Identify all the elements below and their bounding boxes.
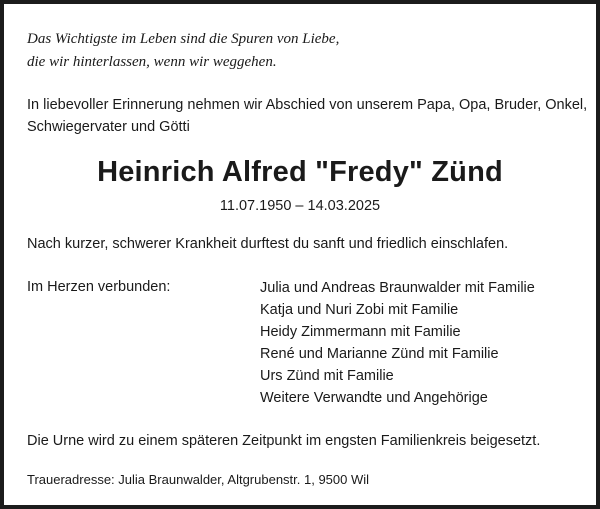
mourner-entry: Katja und Nuri Zobi mit Familie xyxy=(260,302,459,318)
mourners-list xyxy=(260,277,535,409)
mourner-entry: Heidy Zimmermann mit Familie xyxy=(260,324,461,340)
deceased-name: Heinrich Alfred "Fredy" Zünd xyxy=(97,156,503,188)
life-dates: 11.07.1950 – 14.03.2025 xyxy=(219,198,381,214)
mourners-label: Im Herzen verbunden: xyxy=(27,279,171,295)
quote-line-1: Das Wichtigste im Leben sind die Spuren von Liebe, xyxy=(27,31,340,47)
intro-line-1: In liebevoller Erinnerung nehmen wir Abschied von unserem Papa, Opa, Bruder, Onkel, xyxy=(27,97,588,113)
mourner-entry: René und Marianne Zünd mit Familie xyxy=(260,346,499,362)
mourning-address: Traueradresse: Julia Braunwalder, Altgrubenstr. 1, 9500 Wil xyxy=(27,472,370,487)
mourner-entry: Julia und Andreas Braunwalder mit Familie xyxy=(260,280,535,296)
mourner-entry: Urs Zünd mit Familie xyxy=(260,368,394,384)
quote-line-2: die wir hinterlassen, wenn wir weggehen. xyxy=(27,54,277,70)
funeral-note: Die Urne wird zu einem späteren Zeitpunkt im engsten Familienkreis beigesetzt. xyxy=(27,433,541,449)
intro-line-2: Schwiegervater und Götti xyxy=(27,119,190,135)
mourner-entry: Weitere Verwandte und Angehörige xyxy=(260,390,488,406)
farewell-message: Nach kurzer, schwerer Krankheit durftest du sanft und friedlich einschlafen. xyxy=(27,236,509,252)
